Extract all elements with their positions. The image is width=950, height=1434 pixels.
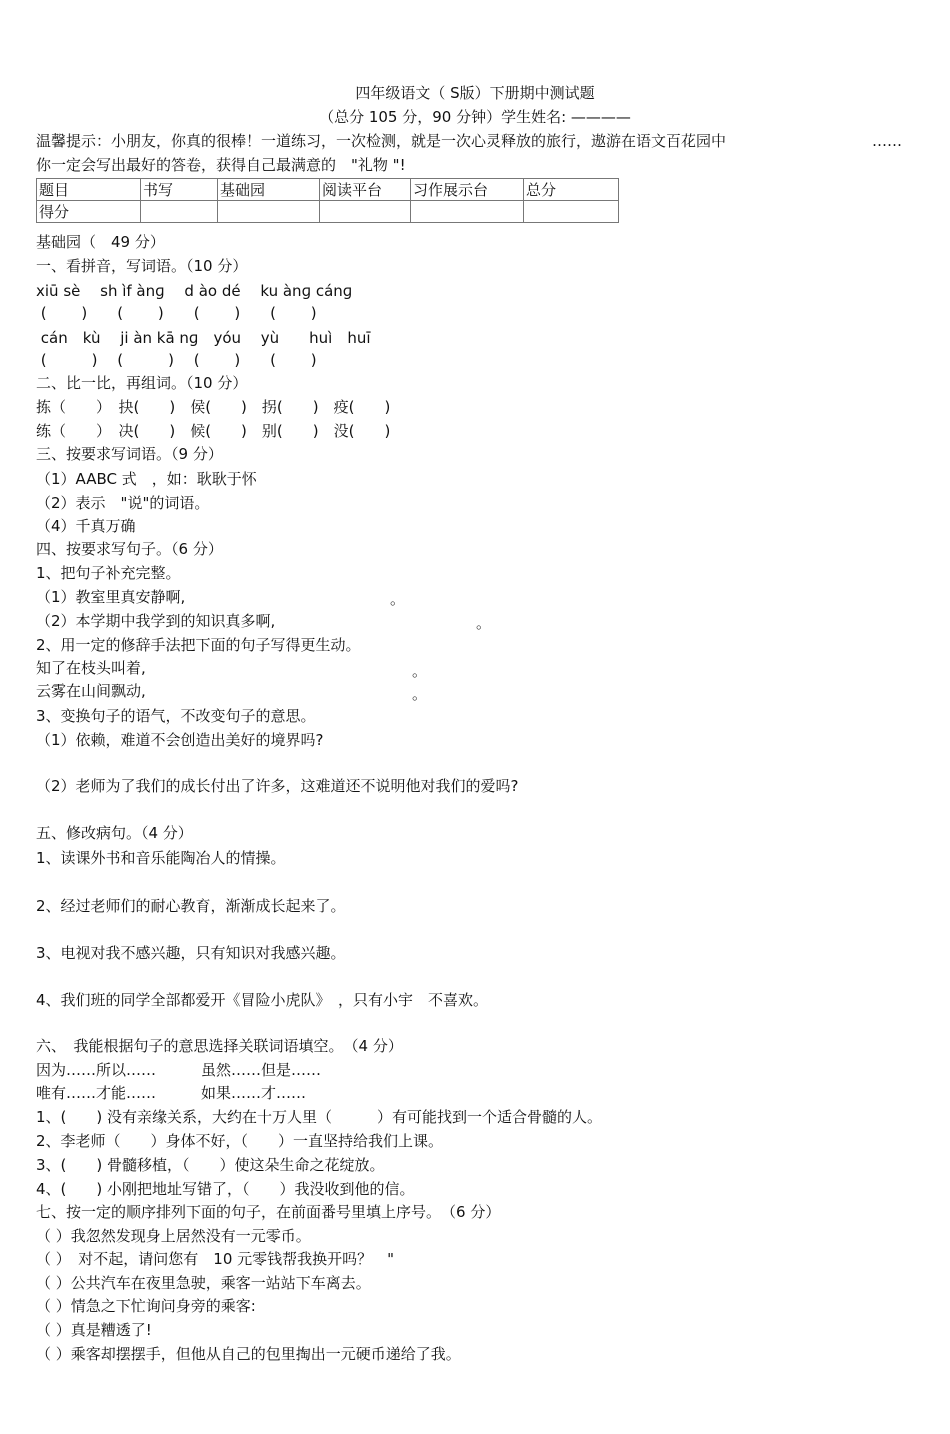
q6-sentence-4[interactable]: 4、( ) 小刚把地址写错了，（ ）我没收到他的信。 xyxy=(36,1180,415,1198)
q7-sentence-2[interactable]: （ ） 对不起，请问您有 10 元零钱帮我换开吗？ " xyxy=(36,1250,395,1268)
score-cell-reading: 阅读平台 xyxy=(320,179,411,201)
q5-sentence-4: 4、我们班的同学全部都爱开《冒险小虎队》 ，只有小宇 不喜欢。 xyxy=(36,991,489,1009)
q3-item-1: （1）AABC 式 ，如：耿耿于怀 xyxy=(36,470,257,488)
q4-part-2-item-2: 云雾在山间飘动, xyxy=(36,682,146,700)
q2-row-1[interactable]: 拣（ ） 抉( ) 侯( ) 拐( ) 疫( ) xyxy=(36,398,391,416)
q5-title: 五、修改病句。（4 分） xyxy=(36,824,193,842)
score-table-header-row xyxy=(37,179,619,201)
q7-sentence-1[interactable]: （ ）我忽然发现身上居然没有一元零币。 xyxy=(36,1227,311,1245)
q1-blanks-row-2[interactable]: ( ) ( ) ( ) ( ) xyxy=(36,351,317,369)
q4-part-2-item-1: 知了在枝头叫着, xyxy=(36,659,146,677)
q1-pinyin-row-2: cán kù ji àn kā nɡ yóu yù huì huī xyxy=(36,329,371,347)
q1-title: 一、看拼音，写词语。（10 分） xyxy=(36,257,248,275)
q4-part-3-item-2: （2）老师为了我们的成长付出了许多，这难道还不说明他对我们的爱吗? xyxy=(36,777,519,795)
score-cell-composition: 习作展示台 xyxy=(411,179,524,201)
q4-part-1-item-1-end: 。 xyxy=(390,590,406,608)
q4-part-1-item-2-end: 。 xyxy=(476,614,492,632)
q4-part-2-item-1-end: 。 xyxy=(412,662,428,680)
section-basic-heading: 基础园（ 49 分） xyxy=(36,233,165,251)
q5-sentence-3: 3、电视对我不感兴趣，只有知识对我感兴趣。 xyxy=(36,944,346,962)
score-input-total[interactable] xyxy=(524,201,619,223)
q6-options-1: 因为……所以…… 虽然……但是…… xyxy=(36,1061,322,1079)
q6-sentence-3[interactable]: 3、( ) 骨髓移植，（ ）使这朵生命之花绽放。 xyxy=(36,1156,385,1174)
q4-part-1: 1、把句子补充完整。 xyxy=(36,564,181,582)
q7-sentence-3[interactable]: （ ）公共汽车在夜里急驶，乘客一站站下车离去。 xyxy=(36,1274,371,1292)
score-table xyxy=(36,178,619,223)
q4-part-2-item-2-end: 。 xyxy=(412,685,428,703)
q4-title: 四、按要求写句子。（6 分） xyxy=(36,540,223,558)
q7-sentence-4[interactable]: （ ）情急之下忙询问身旁的乘客: xyxy=(36,1297,256,1315)
q2-title: 二、比一比，再组词。（10 分） xyxy=(36,374,248,392)
q6-sentence-1[interactable]: 1、( ) 没有亲缘关系，大约在十万人里（ ）有可能找到一个适合骨髓的人。 xyxy=(36,1108,603,1126)
tip-line-2: 你一定会写出最好的答卷，获得自己最满意的 "礼物 "! xyxy=(36,156,406,174)
score-input-reading[interactable] xyxy=(320,201,411,223)
q6-title: 六、 我能根据句子的意思选择关联词语填空。 （4 分） xyxy=(36,1037,403,1055)
score-input-composition[interactable] xyxy=(411,201,524,223)
q2-row-2[interactable]: 练（ ） 决( ) 候( ) 别( ) 没( ) xyxy=(36,422,391,440)
q5-sentence-2: 2、经过老师们的耐心教育，渐渐成长起来了。 xyxy=(36,897,346,915)
score-cell-total: 总分 xyxy=(524,179,619,201)
score-cell-label: 得分 xyxy=(37,201,141,223)
q3-title: 三、按要求写词语。（9 分） xyxy=(36,445,223,463)
page-title: 四年级语文（ S版）下册期中测试题 xyxy=(355,84,595,102)
page-subtitle: （总分 105 分，90 分钟）学生姓名: ———— xyxy=(319,108,631,126)
q7-title: 七、按一定的顺序排列下面的句子，在前面番号里填上序号。 （6 分） xyxy=(36,1203,501,1221)
score-cell-basic: 基础园 xyxy=(218,179,320,201)
q3-item-2: （2）表示 "说"的词语。 xyxy=(36,494,210,512)
score-cell-writing: 书写 xyxy=(141,179,218,201)
q6-sentence-2[interactable]: 2、李老师（ ）身体不好，（ ）一直坚持给我们上课。 xyxy=(36,1132,444,1150)
q3-item-4: （4）千真万确 xyxy=(36,517,136,535)
q7-sentence-6[interactable]: （ ）乘客却摆摆手，但他从自己的包里掏出一元硬币递给了我。 xyxy=(36,1345,461,1363)
q4-part-3-item-1: （1）依赖，难道不会创造出美好的境界吗? xyxy=(36,731,324,749)
tip-line-1: 温馨提示：小朋友，你真的很棒！一道练习，一次检测，就是一次心灵释放的旅行，遨游在语文百花园中 xyxy=(36,132,727,150)
q4-part-1-item-1: （1）教室里真安静啊, xyxy=(36,588,186,606)
q4-part-1-item-2: （2）本学期中我学到的知识真多啊, xyxy=(36,612,276,630)
score-table-score-row xyxy=(37,201,619,223)
q4-part-2: 2、用一定的修辞手法把下面的句子写得更生动。 xyxy=(36,636,361,654)
q6-options-2: 唯有……才能…… 如果……才…… xyxy=(36,1084,307,1102)
q1-pinyin-row-1: xiū sè sh ìf ànɡ d ào dé ku ànɡ cánɡ xyxy=(36,282,353,300)
q1-blanks-row-1[interactable]: ( ) ( ) ( ) ( ) xyxy=(36,304,317,322)
q4-part-3: 3、变换句子的语气，不改变句子的意思。 xyxy=(36,707,316,725)
score-input-writing[interactable] xyxy=(141,201,218,223)
q7-sentence-5[interactable]: （ ）真是糟透了! xyxy=(36,1321,152,1339)
tip-line-1-ellipsis: …… xyxy=(872,132,902,150)
q5-sentence-1: 1、读课外书和音乐能陶冶人的情操。 xyxy=(36,849,286,867)
score-cell-subject: 题目 xyxy=(37,179,141,201)
score-input-basic[interactable] xyxy=(218,201,320,223)
